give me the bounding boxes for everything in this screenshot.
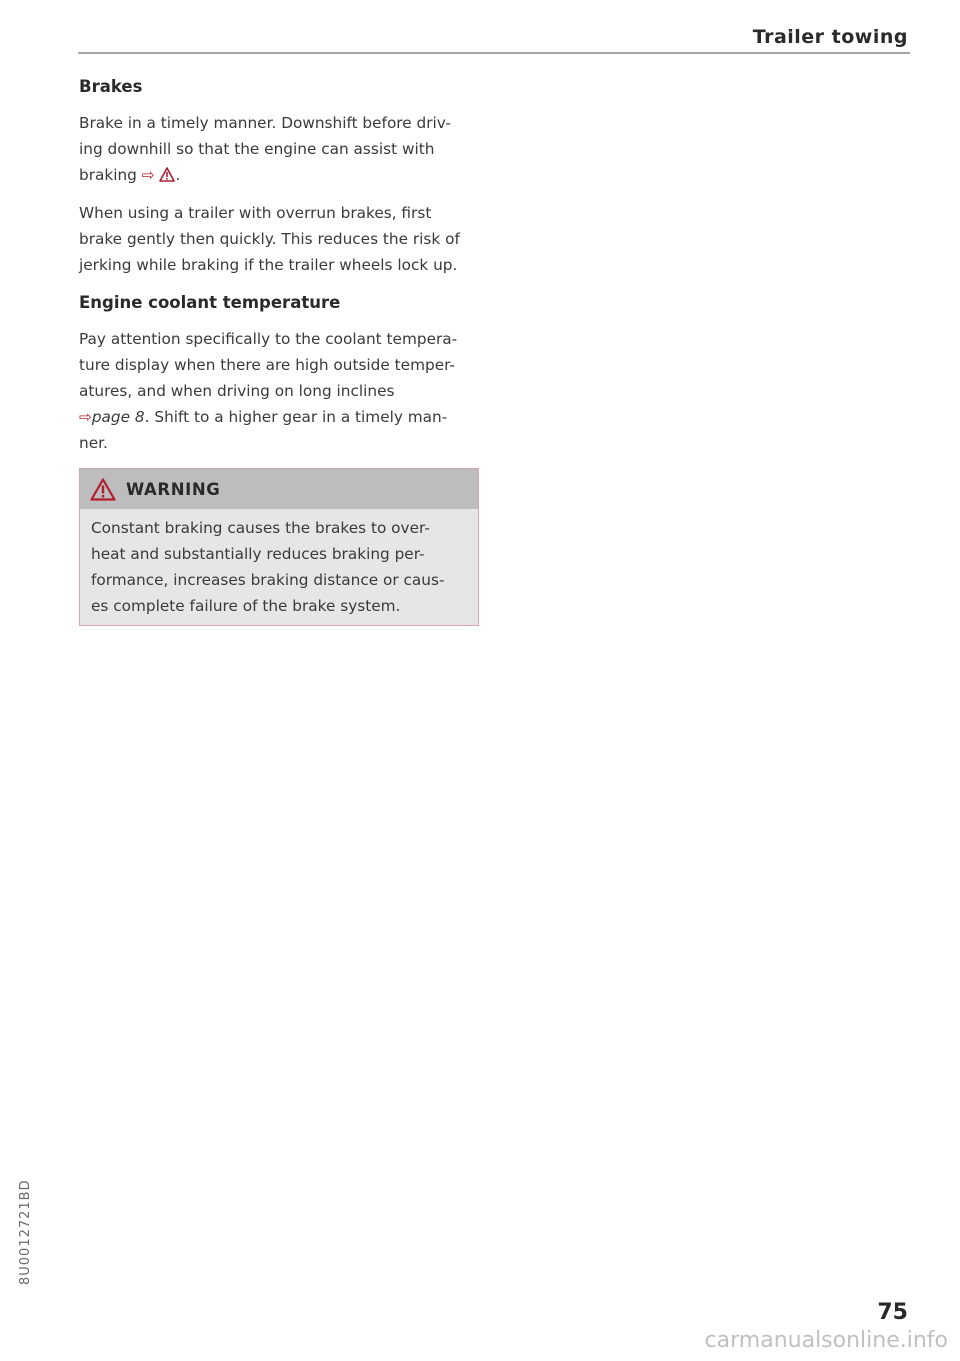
reference-arrow-icon[interactable]: ⇨ [79,408,92,426]
section-title: Trailer towing [752,26,908,48]
text-line: ing downhill so that the engine can assist with [79,140,435,158]
document-code: 8U0012721BD [18,1179,33,1285]
content-column [79,74,481,626]
text-line [79,162,481,188]
text-line: brake gently then quickly. This reduces the risk of [79,230,460,248]
text-line: Pay attention specifically to the coolant tempera- [79,330,458,348]
warning-body [80,509,478,625]
page-number: 75 [877,1300,908,1325]
header-divider [78,52,910,54]
coolant-heading: Engine coolant temperature [79,293,341,312]
text-line: atures, and when driving on long inclines [79,382,395,400]
text-line: formance, increases braking distance or caus- [91,571,445,589]
page-reference-link[interactable]: page 8 [91,408,145,426]
text-line: es complete failure of the brake system. [91,597,401,615]
text-line: Constant braking causes the brakes to over- [91,519,430,537]
brakes-paragraph-1 [79,110,481,188]
warning-header [80,469,478,509]
text-line: ture display when there are high outside temper- [79,356,455,374]
text-line: heat and substantially reduces braking per- [91,545,425,563]
text-line [79,404,481,430]
warning-triangle-icon[interactable] [159,167,175,182]
text-fragment: . Shift to a higher gear in a timely man- [144,408,448,426]
text-line: ner. [79,434,108,452]
reference-arrow-icon[interactable]: ⇨ [141,166,155,184]
text-fragment: braking [79,166,137,184]
watermark: carmanualsonline.info [704,1328,948,1353]
warning-title: WARNING [126,479,221,499]
coolant-paragraph [79,326,481,456]
warning-triangle-icon [90,478,116,501]
text-fragment: . [175,166,181,184]
text-line: Brake in a timely manner. Downshift before driv- [79,114,451,132]
warning-box [79,468,479,626]
text-line: When using a trailer with overrun brakes, first [79,204,432,222]
brakes-paragraph-2 [79,200,481,278]
brakes-heading: Brakes [79,77,143,96]
text-line: jerking while braking if the trailer wheels lock up. [79,256,458,274]
